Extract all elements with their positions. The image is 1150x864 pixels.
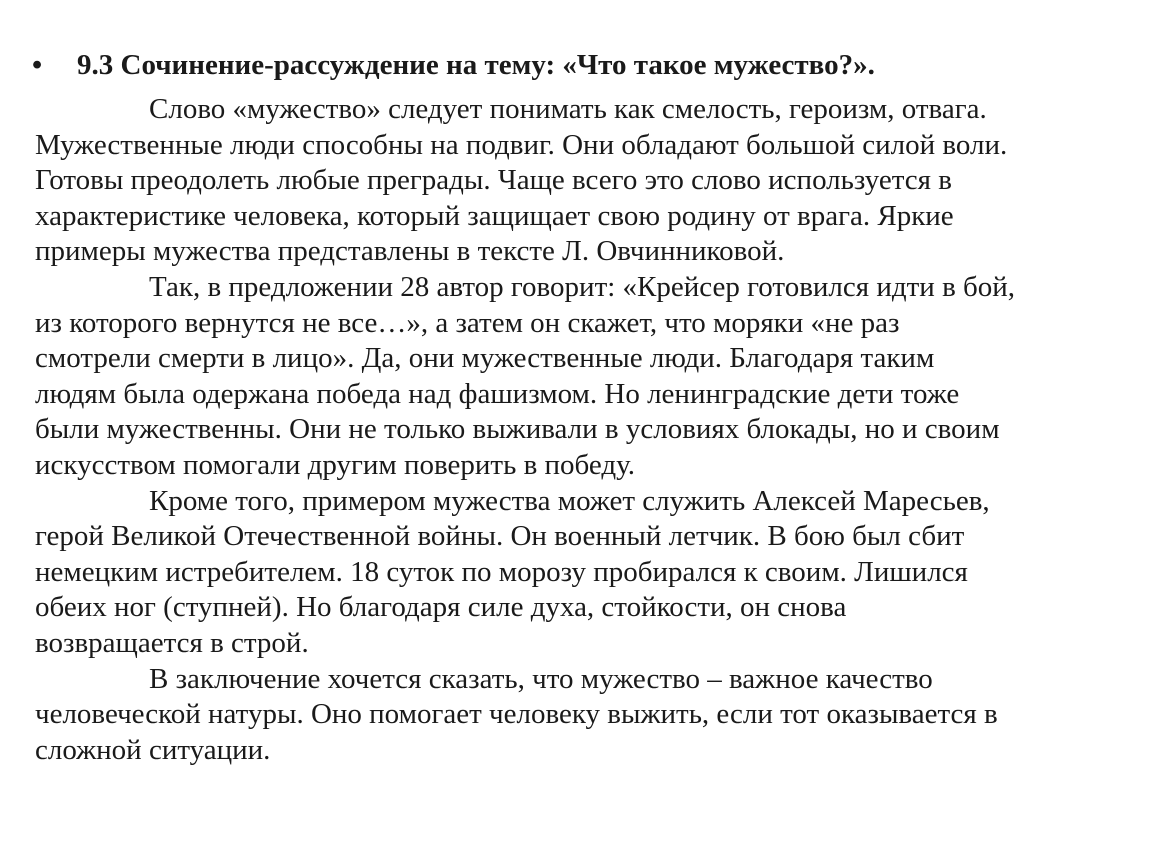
paragraph-line: возвращается в строй. — [35, 626, 309, 659]
paragraph-line: Мужественные люди способны на подвиг. Они обладают большой силой воли. — [35, 128, 1008, 161]
paragraph-line: В заключение хочется сказать, что мужество – важное качество — [149, 662, 933, 695]
essay-body — [35, 92, 1120, 768]
paragraph-line: Так, в предложении 28 автор говорит: «Крейсер готовился идти в бой, — [149, 271, 1016, 303]
paragraph-line: смотрели смерти в лицо». Да, они мужественные люди. Благодаря таким — [35, 342, 935, 374]
bullet-marker: • — [32, 49, 43, 81]
paragraph-line: характеристике человека, который защищает свою родину от врага. Яркие — [35, 199, 954, 232]
essay-heading — [32, 46, 1132, 84]
paragraph-line: искусством помогали другим поверить в победу. — [35, 448, 636, 481]
paragraph-conclusion — [35, 662, 1120, 769]
paragraph-line: были мужественны. Они не только выживали в условиях блокады, но и своим — [35, 413, 1000, 445]
essay-title: 9.3 Сочинение-рассуждение на тему: «Что такое мужество?». — [77, 49, 875, 81]
paragraph-line: Слово «мужество» следует понимать как смелость, героизм, отвага. — [149, 93, 987, 125]
paragraph-line: Кроме того, примером мужества может служить Алексей Маресьев, — [149, 484, 990, 517]
paragraph-line: из которого вернутся не все…», а затем он скажет, что моряки «не раз — [35, 306, 900, 339]
paragraph-line: людям была одержана победа над фашизмом. Но ленинградские дети тоже — [35, 377, 960, 410]
paragraph-argument-2 — [35, 484, 1120, 662]
paragraph-line: Готовы преодолеть любые преграды. Чаще всего это слово используется в — [35, 164, 952, 196]
paragraph-line: сложной ситуации. — [35, 733, 271, 766]
paragraph-line: человеческой натуры. Оно помогает человеку выжить, если тот оказывается в — [35, 698, 998, 730]
paragraph-argument-1 — [35, 270, 1120, 483]
paragraph-line: обеих ног (ступней). Но благодаря силе духа, стойкости, он снова — [35, 591, 847, 623]
paragraph-line: немецким истребителем. 18 суток по морозу пробирался к своим. Лишился — [35, 555, 968, 588]
paragraph-line: примеры мужества представлены в тексте Л. Овчинниковой. — [35, 235, 785, 267]
paragraph-intro — [35, 92, 1120, 270]
paragraph-line: герой Великой Отечественной войны. Он военный летчик. В бою был сбит — [35, 520, 965, 552]
